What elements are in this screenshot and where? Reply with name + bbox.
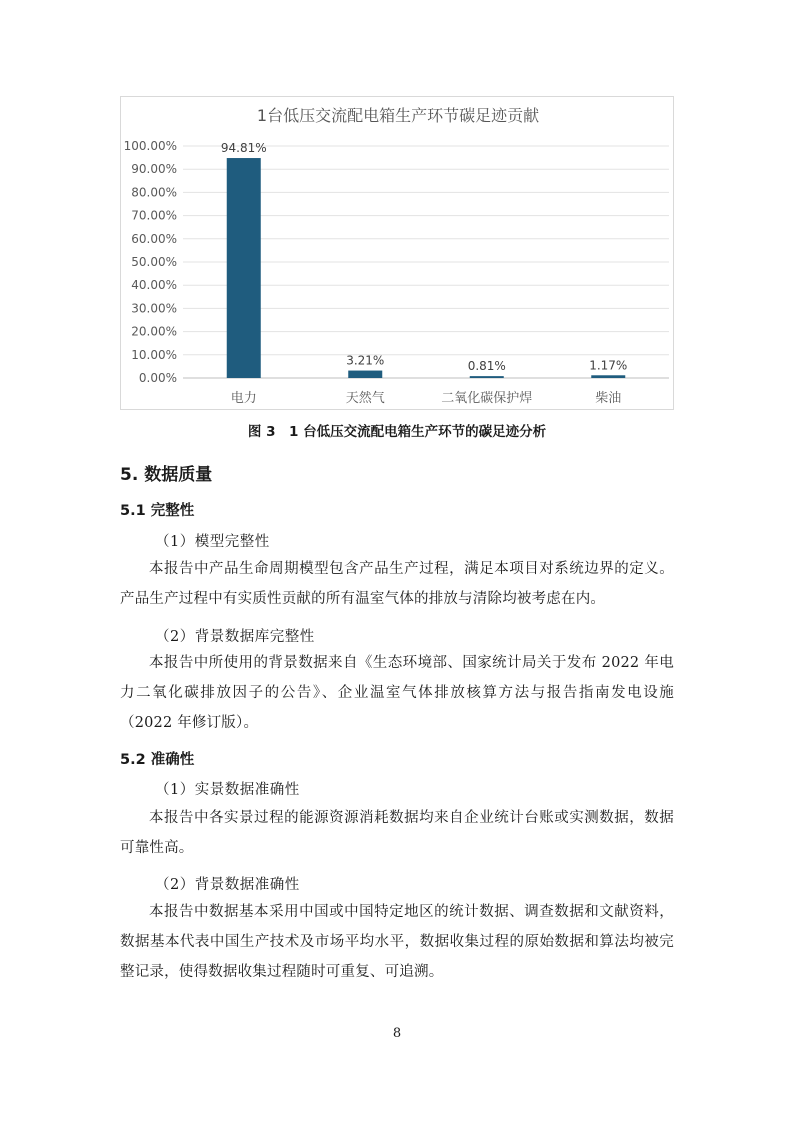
y-tick-label: 30.00% (131, 301, 177, 316)
item-heading-background-accuracy: （2）背景数据准确性 (155, 877, 300, 893)
bar (348, 371, 382, 378)
y-tick-label: 70.00% (131, 208, 177, 223)
bar (227, 158, 261, 378)
y-tick-label: 80.00% (131, 185, 177, 200)
y-tick-label: 100.00% (123, 139, 177, 153)
section-heading: 5. 数据质量 (120, 465, 213, 485)
y-tick-label: 50.00% (131, 255, 177, 269)
item-heading-background-completeness: （2）背景数据库完整性 (155, 629, 315, 645)
x-tick-label: 天然气 (345, 391, 385, 406)
page-number: 8 (392, 1026, 402, 1041)
y-tick-label: 20.00% (131, 324, 177, 339)
paragraph-model-completeness: 本报告中产品生命周期模型包含产品生产过程，满足本项目对系统边界的定义。产品生产过程中有实质性贡献的所有温室气体的排放与清除均被考虑在内。 (120, 561, 674, 607)
item-heading-model-completeness: （1）模型完整性 (155, 534, 270, 550)
bar (470, 376, 504, 378)
y-tick-label: 10.00% (131, 347, 177, 362)
y-tick-label: 90.00% (131, 162, 177, 177)
chart-title: 1台低压交流配电箱生产环节碳足迹贡献 (256, 106, 540, 125)
y-tick-label: 40.00% (131, 278, 177, 293)
data-label: 0.81% (467, 359, 506, 374)
bar (591, 375, 625, 378)
item-heading-field-accuracy: （1）实景数据准确性 (155, 782, 300, 798)
subsection-heading-completeness: 5.1 完整性 (120, 503, 195, 519)
chart-container (120, 96, 674, 410)
x-tick-label: 柴油 (595, 391, 622, 406)
x-tick-label: 电力 (230, 391, 257, 406)
data-label: 1.17% (589, 358, 628, 373)
y-tick-label: 60.00% (131, 231, 177, 246)
data-label: 3.21% (346, 353, 385, 368)
bar-chart (121, 97, 675, 411)
subsection-heading-accuracy: 5.2 准确性 (120, 752, 195, 768)
figure-caption: 图 3 1 台低压交流配电箱生产环节的碳足迹分析 (247, 424, 547, 440)
paragraph-field-accuracy: 本报告中各实景过程的能源资源消耗数据均来自企业统计台账或实测数据，数据可靠性高。 (120, 810, 674, 856)
paragraph-background-accuracy: 本报告中数据基本采用中国或中国特定地区的统计数据、调查数据和文献资料，数据基本代表中国生产技术及市场平均水平，数据收集过程的原始数据和算法均被完整记录，使得数据收集过程随时可重复、可追溯。 (120, 904, 674, 980)
y-tick-label: 0.00% (138, 371, 177, 385)
x-tick-label: 二氧化碳保护焊 (441, 391, 533, 406)
paragraph-background-completeness: 本报告中所使用的背景数据来自《生态环境部、国家统计局关于发布 2022 年电力二氧化碳排放因子的公告》、企业温室气体排放核算方法与报告指南发电设施（2022 年修订版）。 (120, 655, 674, 731)
data-label: 94.81% (220, 141, 267, 156)
